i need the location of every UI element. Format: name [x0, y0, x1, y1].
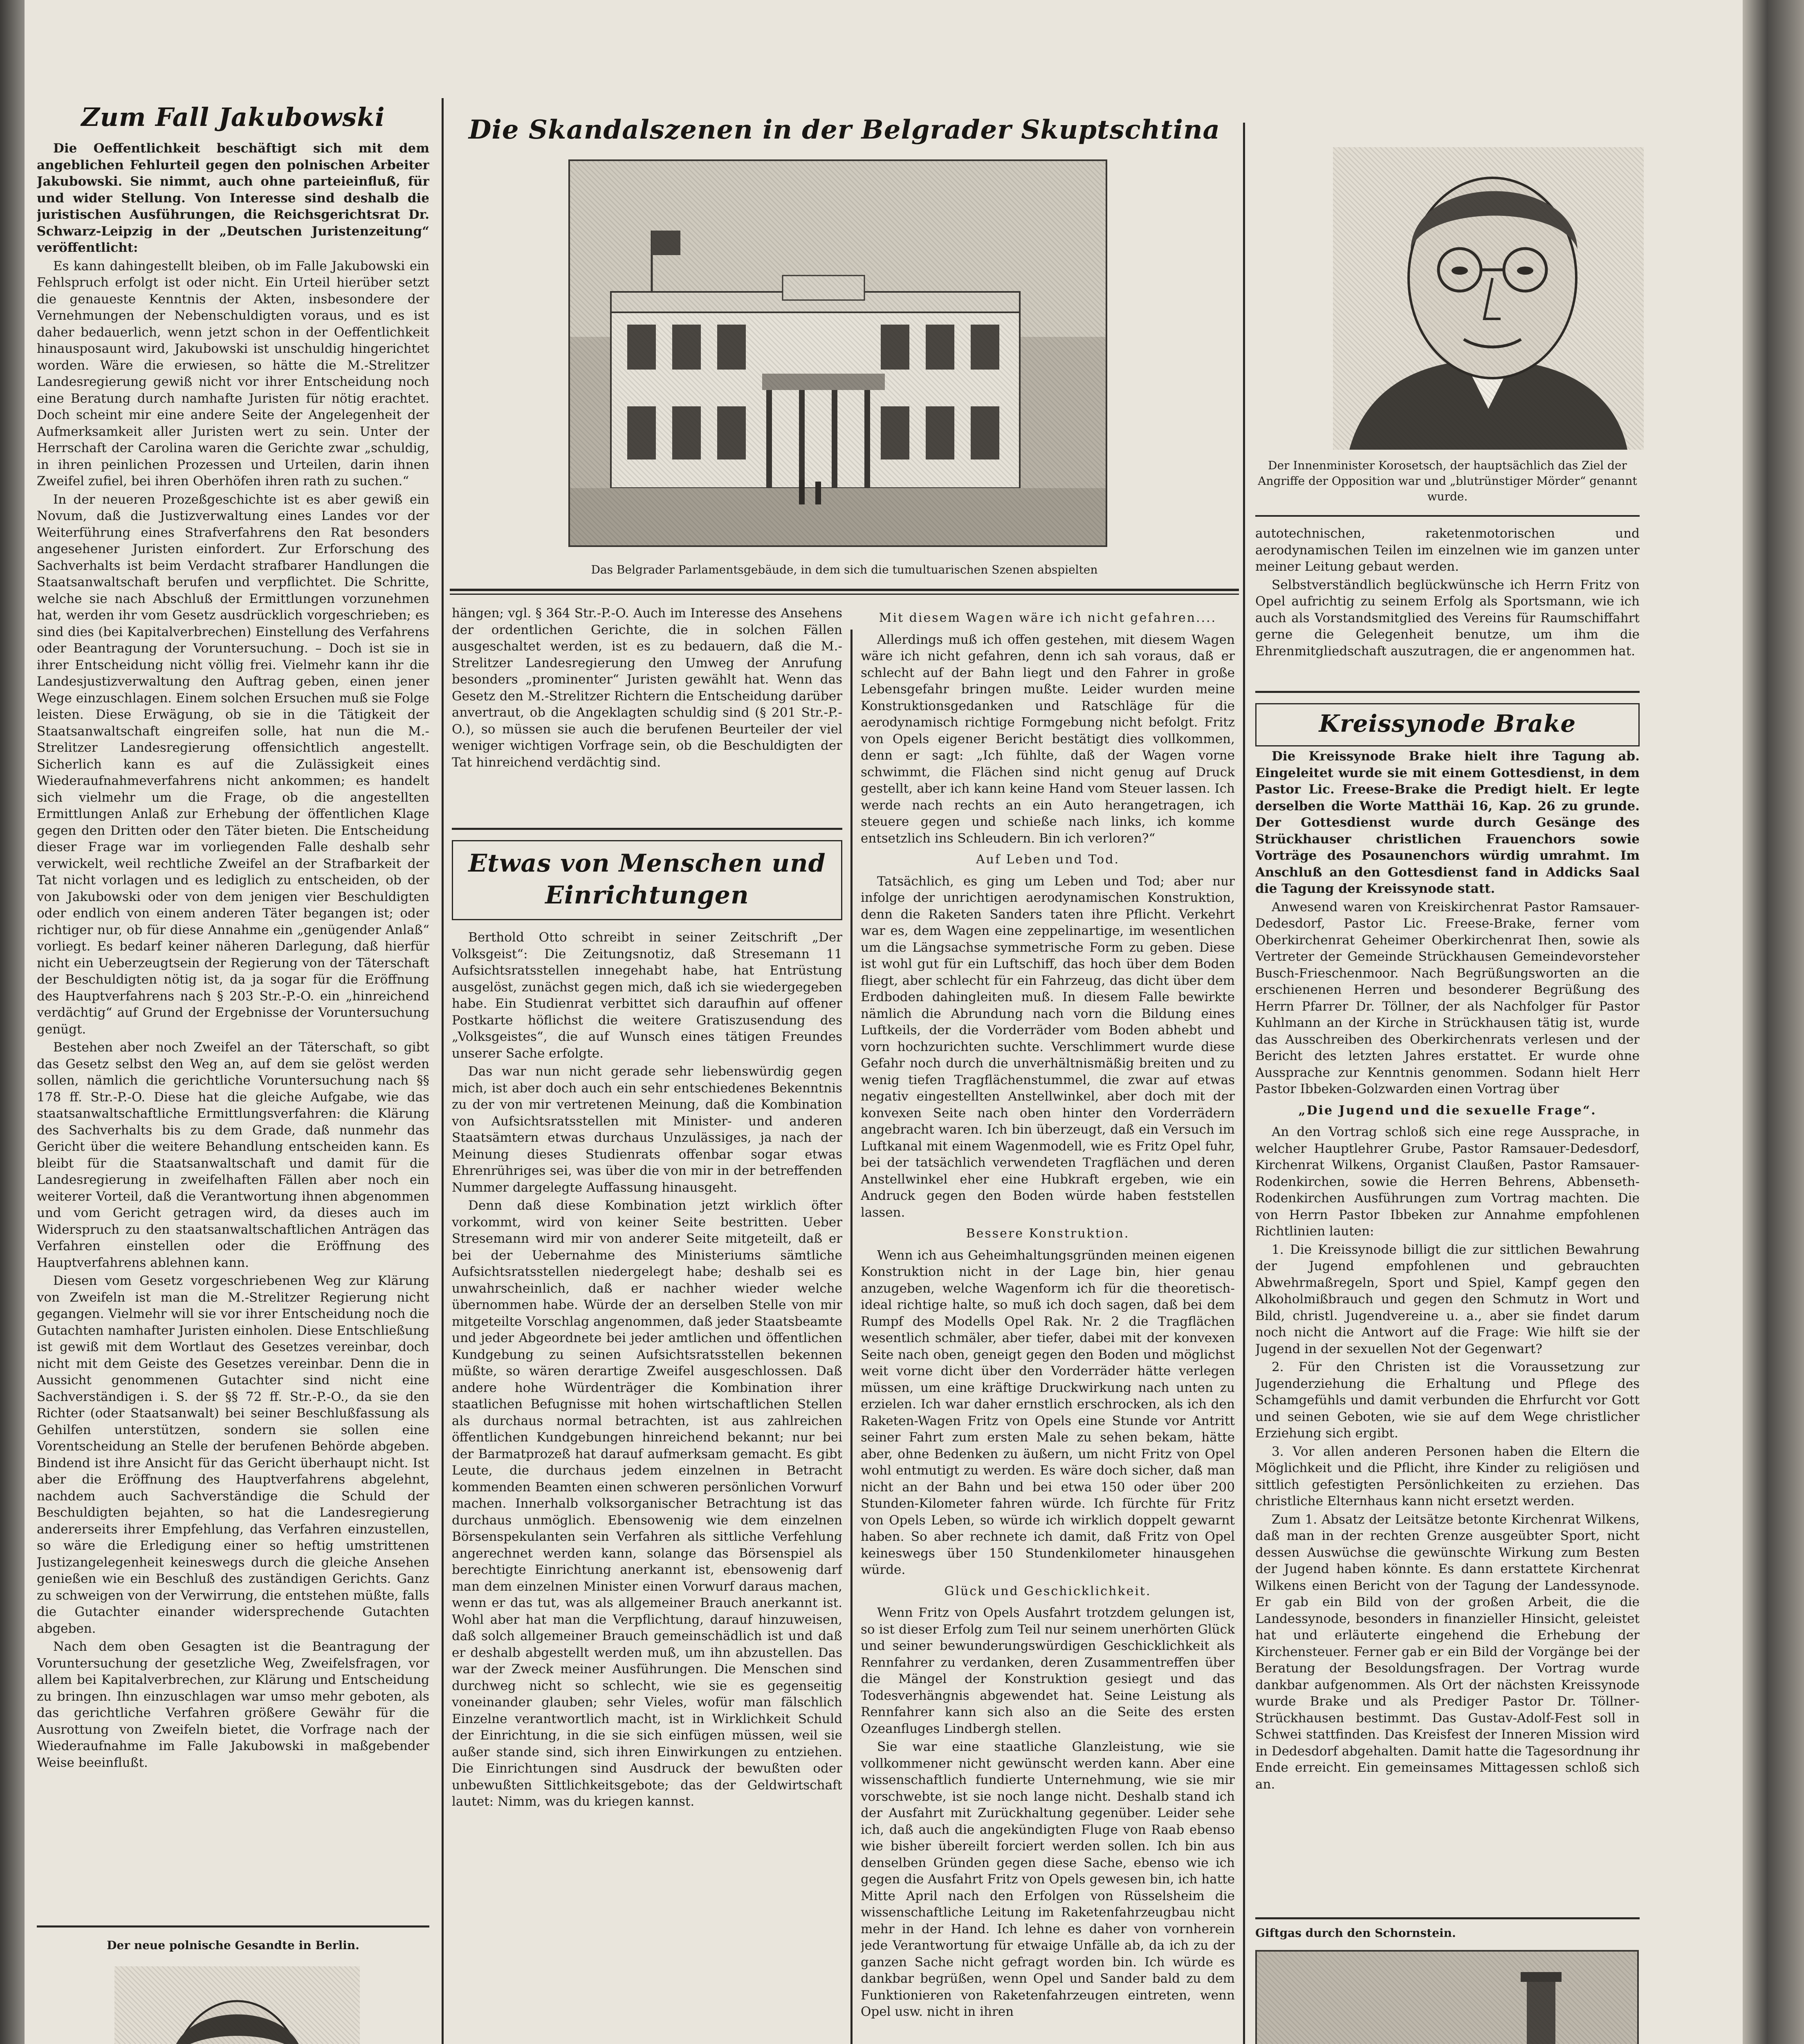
paragraph: An den Vortrag schloß sich eine rege Aussprache, in welcher Hauptlehrer Grube, Pastor Ramsauer-Dedesdorf, Kirchenrat Wilkens, Organist Claußen, Pastor Ramsauer-Rodenkirchen, sowie die Herren Behrens, Abbenseth-Rodenkirchen Ausführungen zum Vortrag machten. Die von Herrn Pastor Ibbeken zur Annahme empfohlenen Richtlinien lauten:	[1255, 1125, 1640, 1239]
belgrad-photo-caption: Das Belgrader Parlamentsgebäude, in dem sich die tumultuarischen Szenen abspielten	[591, 563, 1098, 576]
minister-caption: Der Innenminister Korosetsch, der hauptsächlich das Ziel der Angriffe der Opposition war und „blutrünstiger Mörder“ genannt wurde.	[1258, 459, 1637, 503]
subheading: Mit diesem Wagen wäre ich nicht gefahren....	[879, 611, 1217, 625]
continued-text-col2	[452, 605, 842, 818]
lead-paragraph: Die Oeffentlichkeit beschäftigt sich mit dem angeblichen Fehlurteil gegen den polnischen Arbeiter Jakubowski. Sie nimmt, auch ohne parteieinfluß, für und wider Stellung. Von Interesse sind deshalb die juristischen Ausführungen, die Reichsgerichtsrat Dr. Schwarz-Leipzig in der „Deutschen Juristenzeitung“ veröffentlicht:	[37, 141, 429, 255]
paragraph: Sie war eine staatliche Glanzleistung, wie sie vollkommener nicht gewünscht werden kann. Aber eine wissenschaftlich fundierte Unternehmung, wie sie mir vorschwebte, ist sie noch lange nicht. Deshalb stand ich der Ausfahrt mit Zurückhaltung gegenüber. Leider sehe ich, daß auch die angekündigten Fluge von Raab ebenso wie bisher übereilt forciert werden sollen. Ich bin aus denselben Gründen gegen diese Sache, ebenso wie ich gegen die Ausfahrt Fritz von Opels gewesen bin, ich hatte Mitte April nach den Erfolgen von Rüsselsheim die wissenschaftliche Leitung im Raketenfahrzeugbau nicht mehr in der Hand. Ich lehne es daher von vornherein jede Verantwortung für etwaige Unfälle ab, da ich zu der ganzen Sache nicht gefragt worden bin. Ich würde es dankbar begrüßen, wenn Opel und Sander bald zu dem Funktionieren von Raketenfahrzeugen eintreten, wenn Opel usw. nicht in ihren	[861, 1739, 1235, 2019]
factory-chimney-photo	[1255, 1950, 1639, 2044]
paragraph: Tatsächlich, es ging um Leben und Tod; aber nur infolge der unrichtigen aerodynamischen Konstruktion, denn die Raketen Sanders taten ihre Pflicht. Verkehrt war es, dem Wagen eine zeppelinartige, im wesentlichen um die Längsachse symmetrische Form zu geben. Diese ist wohl gut für ein Luftschiff, das hoch über dem Boden fliegt, aber schlecht für ein Fahrzeug, das dicht über dem Erdboden dahingleiten muß. In diesem Falle bewirkte nämlich die Abrundung nach vorn die Bildung eines Luftkeils, der die Vorderräder vom Boden abhebt und vorn hochzurichten suchte. Verschlimmert wurde diese Gefahr noch durch die unverhältnismäßig breiten und zu wenig tiefen Tragflächenstummel, die zwar auf etwas negativ eingestellten Anstellwinkel, aber doch mit der konvexen Seite nach oben hinter den Vorderrädern angebracht waren. Ich bin überzeugt, daß ein Versuch im Luftkanal mit einem Wagenmodell, wie es Fritz Opel fuhr, bei der tatsächlich verwendeten Tragflächen und deren Anstellwinkel eher eine Hubkraft ergeben, wie ein Andruck gegen den Boden würde haben feststellen lassen.	[861, 874, 1235, 1220]
paragraph: autotechnischen, raketenmotorischen und aerodynamischen Teilen im einzelnen wie im ganzen unter meiner Leitung gebaut werden.	[1255, 526, 1640, 574]
paragraph: 1. Die Kreissynode billigt die zur sittlichen Bewahrung der Jugend empfohlenen und gebrauchten Abwehrmaßregeln, Sport und Spiel, Kampf gegen den Alkoholmißbrauch und gegen den Schmutz in Wort und Bild, christl. Jugendvereine u. a., aber sie findet darum noch nicht die Antwort auf die Frage: Wie hilft sie der Jugend in der sexuellen Not der Gegenwart?	[1255, 1242, 1640, 1356]
subheading: Auf Leben und Tod.	[976, 852, 1120, 867]
paragraph: Allerdings muß ich offen gestehen, mit diesem Wagen wäre ich nicht gefahren, denn ich sah voraus, daß er schlecht auf der Bahn liegt und den Fahrer in große Lebensgefahr bringen mußte. Leider wurden meine Konstruktionsgedanken und Ratschläge für die aerodynamisch richtige Formgebung nicht befolgt. Fritz von Opels eigener Bericht bestätigt dies vollkommen, denn er sagt: „Ich fühlte, daß der Wagen vorne schwimmt, die Flächen sind nicht genug auf Druck gestellt, aber ich kann keine Hand vom Steuer lassen. Ich werde nach rechts an ein Auto herangetragen, ich steuere gegen und schieße nach links, ich komme entsetzlich ins Schleudern. Bin ich verloren?“	[861, 632, 1235, 846]
article-body	[1255, 748, 1640, 1793]
section-divider	[1255, 1917, 1640, 1919]
article-body	[37, 140, 429, 1771]
article-jakubowski	[37, 102, 429, 1909]
belgrad-parliament-photo	[568, 159, 1107, 547]
scan-page-stack-edge	[1743, 0, 1804, 2044]
paragraph: Berthold Otto schreibt in seiner Zeitschrift „Der Volksgeist“: Die Zeitungsnotiz, daß Stresemann 11 Aufsichtsratsstellen innegehabt habe, hat Entrüstung ausgelöst, zunächst gegen mich, daß ich sie wiedergegeben habe. Ein Studienrat verbittet sich daraufhin auf offener Postkarte höflichst die weitere Gratiszusendung des „Volksgeistes“, die auf Wunsch eines tätigen Freundes unserer Sache erfolgte.	[452, 930, 842, 1061]
section-divider	[1255, 515, 1640, 517]
column-rule	[1243, 123, 1245, 2044]
paragraph: Diesen vom Gesetz vorgeschriebenen Weg zur Klärung von Zweifeln ist man die M.-Strelitzer Regierung nicht gegangen. Vielmehr will sie vor ihrer Entscheidung noch die Gutachten namhafter Juristen einholen. Diese Entschließung ist gewiß mit dem Wortlaut des Gesetzes vereinbar, doch nicht mit dem Geiste des Gesetzes vereinbar. Denn die in Aussicht genommenen Gutachter sind nicht eine Sachverständigen i. S. der §§ 72 ff. Str.-P.-O., da sie den Richter (oder Staatsanwalt) bei seiner Beschlußfassung als Gehilfen unterstützen, sondern sie sollen eine Vorentscheidung an Stelle der berufenen Behörde abgeben. Bindend ist ihre Ansicht für das Gericht überhaupt nicht. Ist aber die Eröffnung des Hauptverfahrens abgelehnt, nachdem auch Sachverständige die Schuld der Beschuldigten bejahten, so hat die Landesregierung andererseits ihrer Empfehlung, das Verfahren einzustellen, so wäre die Erledigung einer so heftig umstrittenen Justizangelegenheit keineswegs durch die gleiche Ansehen genießen wie ein Beschluß des zuständigen Gerichts. Ganz zu schweigen von der Verwirrung, die entstehen müßte, falls die Gutachter einander widersprechende Gutachten abgeben.	[37, 1273, 429, 1636]
paragraph: In der neueren Prozeßgeschichte ist es aber gewiß ein Novum, daß die Justizverwaltung eines Landes vor der Weiterführung eines Strafverfahrens den Rat besonders angesehener Juristen einfordert. Zur Erforschung des Sachverhalts ist beim Verdacht strafbarer Handlungen die Staatsanwaltschaft berufen und verpflichtet. Die Schritte, welche sie nach Abschluß der Ermittlungen vorzunehmen hat, werden ihr vom Gesetz ausdrücklich vorgeschrieben; es sind dies (bei Kapitalverbrechen) Einstellung des Verfahrens oder Beantragung der Voruntersuchung. – Doch ist sie in ihrer Entscheidung nicht völlig frei. Vielmehr kann ihr die Landesjustizverwaltung den Auftrag geben, einen jener Wege einzuschlagen. Einem solchen Ersuchen muß sie Folge leisten. Diese Erwägung, ob sie in die Tätigkeit der Staatsanwaltschaft eingreifen solle, hat nun die M.-Strelitzer Landesregierung offensichtlich angestellt. Sicherlich kann es auf die Zulässigkeit eines Wiederaufnahmeverfahrens nicht ankommen; es handelt sich vielmehr um die Frage, ob die angestellten Ermittlungen Anlaß zur Erhebung der öffentlichen Klage gegen den Dritten oder den Täter bieten. Die Entscheidung dieser Frage war im vorliegenden Falle deshalb sehr verwickelt, weil rechtliche Zweifel an der Strafbarkeit der Tat nicht vorlagen und es lediglich zu entscheiden, ob der von Jakubowski oder von dem jenigen vier Beschuldigten oder endlich von einem anderen Täter begangen ist; oder richtiger nur, ob für diese Annahme ein „genügender Anlaß“ vorliegt. Es bedarf keiner näheren Darlegung, daß hierfür nicht ein Ueberzeugtsein der Regierung von der Täterschaft der Beschuldigten nötig ist, da ja sogar für die Eröffnung des Hauptverfahrens nach § 203 Str.-P.-O. ein „hinreichend verdächtig“ auf Grund der Ergebnisse der Voruntersuchung genügt.	[37, 492, 429, 1037]
article-title: Etwas von Menschen und Einrichtungen	[468, 849, 826, 910]
section-divider	[37, 1925, 429, 1927]
article-title: Zum Fall Jakubowski	[81, 102, 385, 132]
subheading: „Die Jugend und die sexuelle Frage“.	[1298, 1103, 1597, 1118]
paragraph: Denn daß diese Kombination jetzt wirklich öfter vorkommt, wird von keiner Seite bestritten. Ueber Stresemann wird mir von anderer Seite mitgeteilt, daß er bei der Uebernahme des Ministeriums sämtliche Aufsichtsratsstellen niedergelegt habe; deshalb sei es unwahrscheinlich, daß er nachher wieder welche übernommen habe. Würde der an derselben Stelle von mir mitgeteilte Vorschlag angenommen, daß jeder Staatsbeamte und jeder Abgeordnete bei jeder amtlichen und öffentlichen Kundgebung zu seinen Aufsichtsratsstellen bekennen müßte, so wären derartige Zweifel ausgeschlossen. Daß andere hohe Würdenträger die Kombination ihrer staatlichen Befugnisse mit hohen wirtschaftlichen Stellen als durchaus normal betrachten, ist aus zahlreichen öffentlichen Kundgebungen hinreichend bekannt; nur bei der Barmatprozeß hat darauf aufmerksam gemacht. Es gibt Leute, die durchaus jedem einzelnen in Betracht kommenden Beamten einen schweren persönlichen Vorwurf machen. Innerhalb volksorganischer Betrachtung ist das durchaus unmöglich. Ebensowenig wie dem einzelnen Börsenspekulanten sein Verfahren als sittliche Verfehlung angerechnet werden kann, solange das Börsenspiel als berechtigte Einrichtung anerkannt ist, ebensowenig darf man dem einzelnen Minister einen Vorwurf daraus machen, wenn er das tut, was als allgemeiner Brauch anerkannt ist. Wohl aber hat man die Verpflichtung, darauf hinzuweisen, daß solch allgemeiner Brauch gemeinschädlich ist und daß er deshalb abgestellt werden muß, um ihn abzustellen. Das war der Zweck meiner Ausführungen. Die Menschen sind durchweg nicht so schlecht, wie sie es gegenseitig voneinander glauben; sehr Vieles, wofür man fälschlich Einzelne verantwortlich macht, ist in Wirklichkeit Schuld der Einrichtung, in die sie sich einfügen müssen, weil sie außer stande sind, sich ihren Einwirkungen zu entziehen. Die Einrichtungen sind Ausdruck der bewußten oder unbewußten Sittlichkeitsgebote; das der Geldwirtschaft lautet: Nimm, was du kriegen kannst.	[452, 1198, 842, 1809]
subheading: Glück und Geschicklichkeit.	[944, 1584, 1151, 1598]
section-divider	[1255, 691, 1640, 693]
giftgas-title: Giftgas durch den Schornstein.	[1255, 1926, 1456, 1940]
scan-binding-edge	[0, 0, 25, 2044]
spiel-continued-col4	[1255, 525, 1640, 685]
envoy-label: Der neue polnische Gesandte in Berlin.	[107, 1939, 359, 1952]
subheading: Bessere Konstruktion.	[966, 1226, 1130, 1241]
paragraph: Zum 1. Absatz der Leitsätze betonte Kirchenrat Wilkens, daß man in der rechten Grenze ausgeübter Sport, nicht dessen Auswüchse die gewünschte Wirkung zum Besten der Jugend haben könnte. Es dann erstattete Kirchenrat Wilkens einen Bericht von der Tagung der Landessynode. Er gab ein Bild von der großen Arbeit, die die Landessynode, besonders in finanzieller Hinsicht, geleistet hat und erläuterte eingehend die Erhebung der Kirchensteuer. Ferner gab er ein Bild der Vorgänge bei der Beratung der Besoldungsfragen. Der Vortrag wurde dankbar aufgenommen. Als Ort der nächsten Kreissynode wurde Brake und als Prediger Pastor Dr. Töllner-Strückhausen bestimmt. Das Gustav-Adolf-Fest soll in Schwei stattfinden. Das Kreisfest der Inneren Mission wird in Dedesdorf abgehalten. Damit hatte die Tagesordnung ihr Ende erreicht. Ein gemeinsames Mittagessen schloß sich an.	[1255, 1512, 1640, 1792]
envoy-portrait	[114, 1966, 360, 2044]
paragraph: Selbstverständlich beglückwünsche ich Herrn Fritz von Opel aufrichtig zu seinem Erfolg als Sportsmann, wie ich auch als Vorstandsmitglied des Vereins für Raumschiffahrt gerne die Gelegenheit benutze, um ihm die Ehrenmitgliedschaft auszutragen, die er angenommen hat.	[1255, 577, 1640, 659]
article-spiel-part2	[861, 605, 1235, 2044]
paragraph: 2. Für den Christen ist die Voraussetzung zur Jugenderziehung die Erhaltung und Pflege des Schamgefühls und damit verbunden die Ehrfurcht vor Gott und seinen Geboten, wie sie auf dem Wege christlicher Erziehung sich ergibt.	[1255, 1360, 1640, 1441]
paragraph: Es kann dahingestellt bleiben, ob im Falle Jakubowski ein Fehlspruch erfolgt ist oder nicht. Ein Urteil hierüber setzt die genaueste Kenntnis der Akten, insbesondere der Vernehmungen der Nebenschuldigten voraus, und es ist daher bedauerlich, wenn jetzt schon in der Oeffentlichkeit hinausposaunt wird, Jakubowski ist unschuldig hingerichtet worden. Wäre die erwiesen, so hätte die M.-Strelitzer Landesregierung gewiß nicht vor ihrer Entscheidung noch eine Beratung durch namhafte Juristen für nötig erachtet. Doch scheint mir eine andere Seite der Angelegenheit der Aufmerksamkeit aller Juristen wert zu sein. Unter der Herrschaft der Carolina waren die Gerichte zwar „schuldig, in ihren peinlichen Prozessen und Urteilen, darin ihnen Zweifel zufiel, bei ihren Oberhöfen ihren rath zu suchen.“	[37, 258, 429, 489]
paragraph: Das war nun nicht gerade sehr liebenswürdig gegen mich, ist aber doch auch ein sehr entschiedenes Bekenntnis zu der von mir vertretenen Meinung, daß die Kombination von Aufsichtsratsstellen mit Minister- und anderen Staatsämtern etwas durchaus Unzulässiges, ja nach der Meinung dieses Studienrats offenbar sogar etwas Ehrenrühriges sei, was über die von mir in der betreffenden Nummer dargelegte Auffassung hinausgeht.	[452, 1064, 842, 1195]
article-title: Kreissynode Brake	[1319, 710, 1576, 737]
paragraph: Anwesend waren von Kreiskirchenrat Pastor Ramsauer-Dedesdorf, Pastor Lic. Freese-Brake, ferner vom Oberkirchenrat Geheimer Oberkirchenrat Ihen, sowie als Vertreter der Gemeinde Strückhausen Gemeindevorsteher Busch-Frieschenmoor. Nach Begrüßungsworten an die erschienenen Herren und besonderer Begrüßung des Herrn Pfarrer Dr. Töllner, der als Nachfolger für Pastor Kuhlmann an der Kirche in Strückhausen tätig ist, wurde das Ausschreiben des Oberkirchenrats verlesen und der Bericht des letzten Jahres erstattet. Er wurde ohne Aussprache zur Kenntnis genommen. Sodann hielt Herr Pastor Ibbeken-Golzwarden einen Vortrag über	[1255, 899, 1640, 1096]
paragraph: Bestehen aber noch Zweifel an der Täterschaft, so gibt das Gesetz selbst den Weg an, auf dem sie gelöst werden sollen, nämlich die gerichtliche Voruntersuchung nach §§ 178 ff. Str.-P.-O. Diese hat die gleiche Aufgabe, wie das staatsanwaltschaftliche Ermittlungsverfahren: die Klärung des Sachverhalts bis zu dem Grade, daß nunmehr das Gericht über die weitere Behandlung entscheiden kann. Es bleibt für die Staatsanwaltschaft und damit für die Landesregierung in zweifelhaften Fällen aber noch ein weiterer Vorteil, daß die Verantwortung ihnen abgenommen und vom Gericht getragen wird, da dieses auch im Widerspruch zu den staatsanwaltschaftlichen Anträgen das Verfahren einstellen oder die Eröffnung des Hauptverfahrens ablehnen kann.	[37, 1040, 429, 1270]
paragraph: Wenn ich aus Geheimhaltungsgründen meinen eigenen Konstruktion nicht in der Lage bin, hier genau anzugeben, welche Wagenform ich für die theoretisch-ideal richtige halte, so muß ich doch sagen, daß bei dem Rumpf des Modells Opel Rak. Nr. 2 die Tragflächen wesentlich schmäler, aber tiefer, dabei mit der konvexen Seite nach oben, geneigt gegen den Boden und möglichst weit vorne dicht über den Vorderräder hätte verlegen müssen, um eine kräftige Druckwirkung nach unten zu erzielen. Ich war daher ernstlich erschrocken, als ich den Raketen-Wagen Fritz von Opels eine Stunde vor Antritt seiner Fahrt zum ersten Male zu sehen bekam, hätte aber, ohne Bedenken zu äußern, um nicht Fritz von Opel wohl entmutigt zu werden. Es wäre doch sicher, daß man nicht an der Bahn und bei etwa 150 oder über 200 Stunden-Kilometer fahren würde. Ich fürchte für Fritz von Opels Leben, so würde ich wirklich doppelt gewarnt haben. So aber rechnete ich damit, daß Fritz von Opel keineswegs über 150 Stundenkilometer hinausgehen würde.	[861, 1248, 1235, 1577]
column-rule	[442, 98, 444, 2044]
belgrad-title: Die Skandalszenen in der Belgrader Skuptschtina	[469, 114, 1220, 145]
paragraph: Nach dem oben Gesagten ist die Beantragung der Voruntersuchung der gesetzliche Weg, Zweifelsfragen, vor allem bei Kapitalverbrechen, zur Klärung und Entscheidung zu bringen. Ihn einzuschlagen war umso mehr geboten, als das gerichtliche Verfahren größere Gewähr für die Ausrottung von Zweifeln bietet, die Vorfrage nach der Wiederaufnahme im Falle Jakubowski in maßgebender Weise beeinflußt.	[37, 1639, 429, 1770]
article-body	[452, 929, 842, 1810]
lead-paragraph: Die Kreissynode Brake hielt ihre Tagung ab. Eingeleitet wurde sie mit einem Gottesdienst, in dem Pastor Lic. Freese-Brake die Predigt hielt. Er legte derselben die Worte Matthäi 16, Kap. 26 zu grunde. Der Gottesdienst wurde durch Gesänge des Strückhauser christlichen Frauenchors sowie Vorträge des Posaunenchors würdig umrahmt. Im Anschluß an den Gottesdienst fand in Addicks Saal die Tagung der Kreissynode statt.	[1255, 749, 1640, 896]
minister-portrait	[1333, 147, 1644, 450]
article-synode	[1255, 703, 1640, 1909]
column-rule	[850, 630, 853, 2044]
section-divider-thin	[450, 594, 1239, 595]
newspaper-page	[25, 0, 1743, 2044]
paragraph: hängen; vgl. § 364 Str.-P.-O. Auch im Interesse des Ansehens der ordentlichen Gerichte, die in solchen Fällen ausgeschaltet werden, ist es zu bedauern, daß die M.-Strelitzer Landesregierung den Umweg der Anrufung besonders „prominenter“ Juristen gewählt hat. Wenn das Gesetz den M.-Strelitzer Richtern die Entscheidung darüber anvertraut, ob die Angeklagten schuldig sind (§ 201 Str.-P.-O.), so müssen sie auch die berufenen Beurteiler der viel weniger wichtigen Vorfrage sein, ob die Beschuldigten der Tat hinreichend verdächtig sind.	[452, 606, 842, 770]
paragraph: 3. Vor allen anderen Personen haben die Eltern die Möglichkeit und die Pflicht, ihre Kinder zu religiösen und sittlich gefestigten Persönlichkeiten zu erziehen. Das christliche Elternhaus kann nicht ersetzt werden.	[1255, 1444, 1640, 1508]
section-divider	[452, 828, 842, 830]
section-divider	[450, 589, 1239, 591]
paragraph: Wenn Fritz von Opels Ausfahrt trotzdem gelungen ist, so ist dieser Erfolg zum Teil nur seinem unerhörten Glück und seiner bewunderungswürdigen Geschicklichkeit als Rennfahrer zu verdanken, deren Zusammentreffen über die Mängel der Konstruktion gesiegt und das Todesverhängnis abgewendet hat. Seine Leistung als Rennfahrer kann sich also an die Seite des ersten Ozeanfluges Lindbergh stellen.	[861, 1605, 1235, 1736]
article-menschen	[452, 840, 842, 2044]
